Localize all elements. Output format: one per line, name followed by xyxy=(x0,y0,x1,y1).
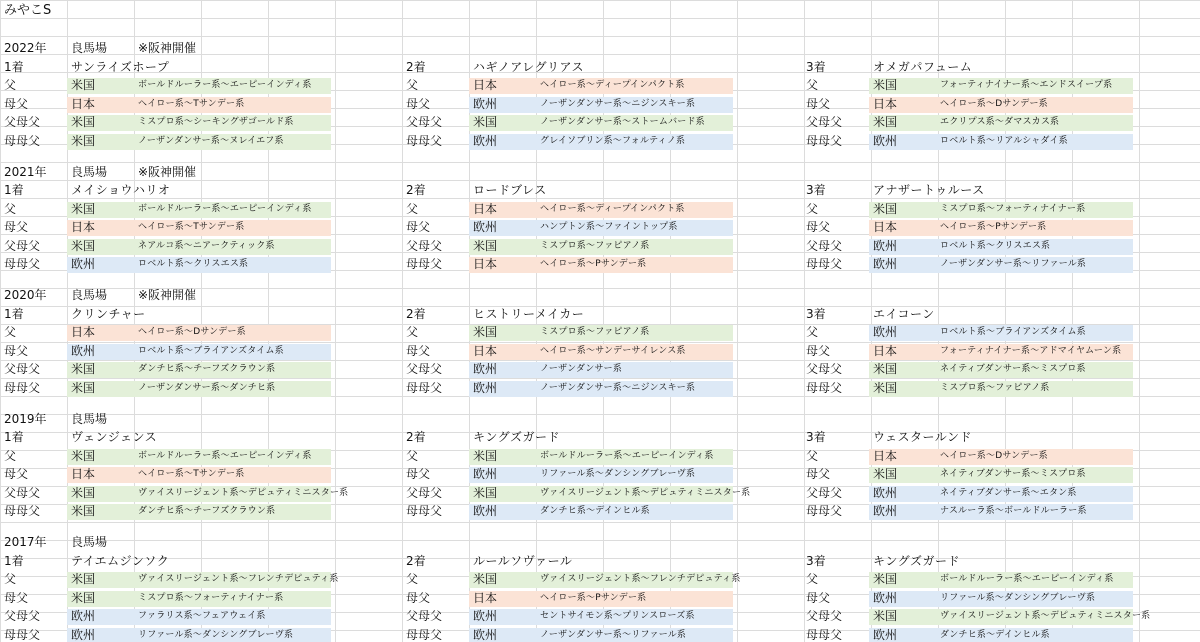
sire-lineage[interactable]: ダンチヒ系〜チーフズクラウン系 xyxy=(138,364,276,374)
horse-name[interactable]: オメガパフューム xyxy=(873,59,973,74)
sire-country[interactable]: 米国 xyxy=(71,133,96,148)
pedigree-relation[interactable]: 父 xyxy=(806,325,819,339)
pedigree-relation[interactable]: 父 xyxy=(4,201,17,216)
sire-lineage[interactable]: ダンチヒ系〜デインヒル系 xyxy=(540,506,650,516)
section-year[interactable]: 2017年 xyxy=(4,535,47,549)
sire-lineage[interactable]: ネイティブダンサー系〜エタン系 xyxy=(940,487,1077,498)
grid-column-line xyxy=(804,0,805,642)
pedigree-relation[interactable]: 母母父 xyxy=(406,133,443,148)
pedigree-relation[interactable]: 母父 xyxy=(406,96,431,111)
sire-country[interactable]: 米国 xyxy=(873,115,898,129)
venue-note[interactable]: ※阪神開催 xyxy=(138,41,197,55)
sire-lineage[interactable]: ヴァイスリージェント系〜デピュティミニスター系 xyxy=(540,487,751,498)
sire-country[interactable]: 米国 xyxy=(873,201,898,216)
sire-lineage[interactable]: ハンプトン系〜ファイントップ系 xyxy=(540,222,678,232)
sire-country[interactable]: 欧州 xyxy=(473,380,498,395)
pedigree-relation[interactable]: 父母父 xyxy=(406,115,443,129)
horse-name[interactable]: サンライズホープ xyxy=(71,59,170,74)
pedigree-relation[interactable]: 母母父 xyxy=(4,257,41,271)
section-year[interactable]: 2020年 xyxy=(4,288,47,302)
pedigree-relation[interactable]: 父 xyxy=(806,201,819,216)
sire-lineage[interactable]: ミスプロ系〜ファピアノ系 xyxy=(540,327,650,337)
horse-name[interactable]: キングズガード xyxy=(473,430,561,444)
pedigree-relation[interactable]: 母父 xyxy=(806,343,831,358)
pedigree-relation[interactable]: 父 xyxy=(4,78,17,92)
horse-name[interactable]: ルールソヴァール xyxy=(473,553,573,568)
pedigree-relation[interactable]: 母父 xyxy=(406,590,431,605)
sire-lineage[interactable]: ヘイロー系〜サンデーサイレンス系 xyxy=(540,345,686,356)
sire-country[interactable]: 欧州 xyxy=(71,257,96,271)
pedigree-relation[interactable]: 父母父 xyxy=(406,238,443,253)
track-condition[interactable]: 良馬場 xyxy=(71,41,108,55)
sire-lineage[interactable]: ミスプロ系〜シーキングザゴールド系 xyxy=(138,117,294,127)
finish-place[interactable]: 2着 xyxy=(406,553,426,568)
pedigree-relation[interactable]: 父 xyxy=(4,325,17,339)
sire-lineage[interactable]: ノーザンダンサー系〜リファール系 xyxy=(940,259,1087,269)
pedigree-relation[interactable]: 母父 xyxy=(4,343,29,358)
sire-country[interactable]: 欧州 xyxy=(473,467,498,481)
pedigree-relation[interactable]: 母母父 xyxy=(806,257,843,271)
sire-lineage[interactable]: ヘイロー系〜ディープインパクト系 xyxy=(540,80,685,90)
pedigree-relation[interactable]: 父母父 xyxy=(806,238,843,253)
horse-name[interactable]: ロードブレス xyxy=(473,183,547,197)
sire-lineage[interactable]: ナスルーラ系〜ボールドルーラー系 xyxy=(940,506,1087,516)
pedigree-relation[interactable]: 母母父 xyxy=(4,133,41,148)
grid-column-line xyxy=(335,0,336,642)
sire-lineage[interactable]: ボールドルーラー系〜エーピーインディ系 xyxy=(138,80,312,90)
sire-country[interactable]: 日本 xyxy=(473,343,498,358)
sire-country[interactable]: 米国 xyxy=(873,380,898,395)
sire-lineage[interactable]: ヘイロー系〜Dサンデー系 xyxy=(940,98,1048,109)
sire-lineage[interactable]: ノーザンダンサー系 xyxy=(540,364,623,374)
pedigree-relation[interactable]: 父 xyxy=(4,448,17,463)
sheet-title[interactable]: みやこS xyxy=(4,3,52,18)
pedigree-relation[interactable]: 母母父 xyxy=(806,627,843,642)
sire-country[interactable]: 日本 xyxy=(71,325,96,339)
sire-lineage[interactable]: ヘイロー系〜Pサンデー系 xyxy=(940,222,1047,232)
sire-lineage[interactable]: リファール系〜ダンシングブレーヴ系 xyxy=(940,592,1096,603)
horse-name[interactable]: アナザートゥルース xyxy=(873,183,985,197)
sire-country[interactable]: 欧州 xyxy=(473,220,498,234)
finish-place[interactable]: 3着 xyxy=(806,430,826,444)
sire-country[interactable]: 日本 xyxy=(873,448,898,463)
pedigree-relation[interactable]: 父母父 xyxy=(4,609,41,623)
sire-country[interactable]: 米国 xyxy=(71,115,96,129)
section-year[interactable]: 2021年 xyxy=(4,164,47,179)
sire-lineage[interactable]: ミスプロ系〜フォーティナイナー系 xyxy=(940,203,1086,214)
finish-place[interactable]: 2着 xyxy=(406,59,426,74)
sire-lineage[interactable]: ノーザンダンサー系〜ヌレイエフ系 xyxy=(138,135,284,146)
sire-country[interactable]: 日本 xyxy=(473,201,498,216)
sire-lineage[interactable]: ネイティブダンサー系〜ミスプロ系 xyxy=(940,469,1086,479)
pedigree-relation[interactable]: 父 xyxy=(806,78,819,92)
sire-lineage[interactable]: ノーザンダンサー系〜リファール系 xyxy=(540,629,687,640)
sire-country[interactable]: 米国 xyxy=(71,504,96,518)
sire-country[interactable]: 日本 xyxy=(473,257,498,271)
finish-place[interactable]: 1着 xyxy=(4,553,24,568)
pedigree-relation[interactable]: 父 xyxy=(406,78,419,92)
sire-lineage[interactable]: フォーティナイナー系〜アドマイヤムーン系 xyxy=(940,345,1122,356)
sire-country[interactable]: 米国 xyxy=(873,467,898,481)
finish-place[interactable]: 2着 xyxy=(406,183,426,197)
sire-country[interactable]: 米国 xyxy=(71,572,96,586)
finish-place[interactable]: 1着 xyxy=(4,59,24,74)
pedigree-relation[interactable]: 父 xyxy=(4,572,17,586)
sire-country[interactable]: 米国 xyxy=(873,572,898,586)
sire-lineage[interactable]: ネアルコ系〜ニアークティック系 xyxy=(138,240,275,251)
grid-column-line xyxy=(737,0,738,642)
sire-lineage[interactable]: ロベルト系〜クリスエス系 xyxy=(138,259,249,269)
sire-country[interactable]: 欧州 xyxy=(473,96,498,111)
horse-name[interactable]: ヒストリーメイカー xyxy=(473,306,585,321)
track-condition[interactable]: 良馬場 xyxy=(71,411,108,426)
horse-name[interactable]: ウェスタールンド xyxy=(873,430,972,444)
sire-country[interactable]: 米国 xyxy=(71,448,96,463)
sire-lineage[interactable]: グレイソブリン系〜フォルティノ系 xyxy=(540,135,686,146)
pedigree-relation[interactable]: 父母父 xyxy=(806,485,843,500)
sire-lineage[interactable]: ロベルト系〜クリスエス系 xyxy=(940,240,1051,251)
sire-country[interactable]: 欧州 xyxy=(873,238,898,253)
pedigree-relation[interactable]: 父 xyxy=(806,572,819,586)
horse-name[interactable]: テイエムジンソク xyxy=(71,553,170,568)
sire-country[interactable]: 欧州 xyxy=(473,609,498,623)
venue-note[interactable]: ※阪神開催 xyxy=(138,288,197,302)
finish-place[interactable]: 3着 xyxy=(806,553,826,568)
sire-country[interactable]: 米国 xyxy=(873,78,898,92)
sire-country[interactable]: 欧州 xyxy=(873,257,898,271)
sire-lineage[interactable]: ボールドルーラー系〜エーピーインディ系 xyxy=(540,450,714,461)
pedigree-relation[interactable]: 母母父 xyxy=(806,380,843,395)
section-year[interactable]: 2019年 xyxy=(4,411,47,426)
venue-note[interactable]: ※阪神開催 xyxy=(138,164,197,179)
sire-country[interactable]: 欧州 xyxy=(873,504,898,518)
sire-lineage[interactable]: ヘイロー系〜Tサンデー系 xyxy=(138,222,245,232)
sire-country[interactable]: 日本 xyxy=(873,343,898,358)
pedigree-relation[interactable]: 母父 xyxy=(806,96,831,111)
pedigree-relation[interactable]: 母母父 xyxy=(4,380,41,395)
pedigree-relation[interactable]: 父母父 xyxy=(4,115,41,129)
sire-lineage[interactable]: ヘイロー系〜Dサンデー系 xyxy=(940,450,1048,461)
pedigree-relation[interactable]: 母母父 xyxy=(406,504,443,518)
sire-country[interactable]: 欧州 xyxy=(71,627,96,642)
pedigree-relation[interactable]: 母母父 xyxy=(4,504,41,518)
sire-lineage[interactable]: ノーザンダンサー系〜ニジンスキー系 xyxy=(540,382,696,393)
sire-lineage[interactable]: ロベルト系〜ブライアンズタイム系 xyxy=(138,345,284,356)
pedigree-relation[interactable]: 父母父 xyxy=(4,238,41,253)
sire-country[interactable]: 欧州 xyxy=(473,504,498,518)
sire-country[interactable]: 日本 xyxy=(873,96,898,111)
pedigree-relation[interactable]: 父母父 xyxy=(806,609,843,623)
horse-name[interactable]: ヴェンジェンス xyxy=(71,430,158,444)
sire-country[interactable]: 欧州 xyxy=(873,590,898,605)
sire-lineage[interactable]: ダンチヒ系〜チーフズクラウン系 xyxy=(138,506,276,516)
sire-country[interactable]: 米国 xyxy=(473,572,498,586)
sire-country[interactable]: 日本 xyxy=(71,467,96,481)
pedigree-relation[interactable]: 母父 xyxy=(806,467,831,481)
pedigree-relation[interactable]: 母母父 xyxy=(406,380,443,395)
sire-country[interactable]: 米国 xyxy=(473,448,498,463)
pedigree-relation[interactable]: 父母父 xyxy=(806,115,843,129)
sire-country[interactable]: 欧州 xyxy=(473,362,498,376)
sire-country[interactable]: 米国 xyxy=(71,238,96,253)
sire-country[interactable]: 米国 xyxy=(71,590,96,605)
track-condition[interactable]: 良馬場 xyxy=(71,164,108,179)
pedigree-relation[interactable]: 父母父 xyxy=(4,362,41,376)
sire-lineage[interactable]: セントサイモン系〜プリンスローズ系 xyxy=(540,611,695,621)
pedigree-relation[interactable]: 父 xyxy=(806,448,819,463)
horse-name[interactable]: クリンチャー xyxy=(71,306,146,321)
finish-place[interactable]: 1着 xyxy=(4,430,24,444)
pedigree-relation[interactable]: 父母父 xyxy=(4,485,41,500)
sire-country[interactable]: 米国 xyxy=(71,78,96,92)
track-condition[interactable]: 良馬場 xyxy=(71,288,108,302)
sire-lineage[interactable]: ミスプロ系〜フォーティナイナー系 xyxy=(138,592,284,603)
pedigree-relation[interactable]: 父 xyxy=(406,448,419,463)
sire-country[interactable]: 米国 xyxy=(71,362,96,376)
sire-country[interactable]: 欧州 xyxy=(873,133,898,148)
sire-lineage[interactable]: ヘイロー系〜Pサンデー系 xyxy=(540,592,647,603)
pedigree-relation[interactable]: 父 xyxy=(406,572,419,586)
sire-country[interactable]: 米国 xyxy=(71,485,96,500)
sire-lineage[interactable]: エクリプス系〜ダマスカス系 xyxy=(940,117,1060,127)
sire-country[interactable]: 欧州 xyxy=(873,485,898,500)
sire-lineage[interactable]: ノーザンダンサー系〜ダンチヒ系 xyxy=(138,382,276,393)
horse-name[interactable]: メイショウハリオ xyxy=(71,183,171,197)
pedigree-relation[interactable]: 母母父 xyxy=(806,504,843,518)
sire-lineage[interactable]: ヴァイスリージェント系〜デピュティミニスター系 xyxy=(940,611,1151,621)
sire-country[interactable]: 日本 xyxy=(473,590,498,605)
sire-lineage[interactable]: ヘイロー系〜Tサンデー系 xyxy=(138,469,245,479)
sire-country[interactable]: 日本 xyxy=(873,220,898,234)
pedigree-relation[interactable]: 母父 xyxy=(4,467,29,481)
finish-place[interactable]: 1着 xyxy=(4,306,24,321)
finish-place[interactable]: 3着 xyxy=(806,59,826,74)
pedigree-relation[interactable]: 母母父 xyxy=(406,627,443,642)
sire-lineage[interactable]: ノーザンダンサー系〜ストームバード系 xyxy=(540,117,705,127)
horse-name[interactable]: ハギノアレグリアス xyxy=(473,59,585,74)
sire-lineage[interactable]: ヘイロー系〜Tサンデー系 xyxy=(138,98,245,109)
pedigree-relation[interactable]: 母父 xyxy=(406,220,431,234)
sire-lineage[interactable]: ノーザンダンサー系〜ニジンスキー系 xyxy=(540,98,696,109)
horse-name[interactable]: キングズガード xyxy=(873,553,961,568)
sire-country[interactable]: 欧州 xyxy=(473,627,498,642)
sire-country[interactable]: 米国 xyxy=(873,362,898,376)
sire-country[interactable]: 欧州 xyxy=(473,133,498,148)
sire-country[interactable]: 米国 xyxy=(473,325,498,339)
sire-lineage[interactable]: ロベルト系〜リアルシャダイ系 xyxy=(940,135,1068,146)
sire-country[interactable]: 欧州 xyxy=(873,627,898,642)
pedigree-relation[interactable]: 父 xyxy=(406,201,419,216)
sire-lineage[interactable]: ミスプロ系〜ファピアノ系 xyxy=(940,382,1050,393)
sire-country[interactable]: 欧州 xyxy=(71,609,96,623)
sire-lineage[interactable]: ヘイロー系〜Dサンデー系 xyxy=(138,327,246,337)
pedigree-relation[interactable]: 父母父 xyxy=(406,362,443,376)
sire-lineage[interactable]: ボールドルーラー系〜エーピーインディ系 xyxy=(138,203,312,214)
sire-country[interactable]: 日本 xyxy=(473,78,498,92)
sire-lineage[interactable]: ボールドルーラー系〜エーピーインディ系 xyxy=(940,574,1114,584)
section-year[interactable]: 2022年 xyxy=(4,41,47,55)
pedigree-relation[interactable]: 母母父 xyxy=(806,133,843,148)
pedigree-relation[interactable]: 母父 xyxy=(406,343,431,358)
sire-lineage[interactable]: ネイティブダンサー系〜ミスプロ系 xyxy=(940,364,1086,374)
finish-place[interactable]: 3着 xyxy=(806,183,826,197)
pedigree-relation[interactable]: 母母父 xyxy=(4,627,41,642)
sire-lineage[interactable]: ヘイロー系〜ディープインパクト系 xyxy=(540,203,685,214)
sire-country[interactable]: 欧州 xyxy=(71,343,96,358)
sire-lineage[interactable]: ロベルト系〜ブライアンズタイム系 xyxy=(940,327,1086,337)
sire-country[interactable]: 欧州 xyxy=(873,325,898,339)
pedigree-relation[interactable]: 母父 xyxy=(4,590,29,605)
pedigree-relation[interactable]: 母父 xyxy=(4,96,29,111)
horse-name[interactable]: エイコーン xyxy=(873,306,935,321)
sire-lineage[interactable]: ファラリス系〜フェアウェイ系 xyxy=(138,611,266,621)
sire-lineage[interactable]: リファール系〜ダンシングブレーヴ系 xyxy=(138,629,294,640)
pedigree-relation[interactable]: 母父 xyxy=(4,220,29,234)
pedigree-relation[interactable]: 母父 xyxy=(806,590,831,605)
sire-lineage[interactable]: ヘイロー系〜Pサンデー系 xyxy=(540,259,647,269)
sire-lineage[interactable]: ヴァイスリージェント系〜デピュティミニスター系 xyxy=(138,487,349,498)
sire-country[interactable]: 米国 xyxy=(71,201,96,216)
sire-country[interactable]: 日本 xyxy=(71,96,96,111)
sire-lineage[interactable]: ヴァイスリージェント系〜フレンチデピュティ系 xyxy=(540,574,741,584)
pedigree-relation[interactable]: 母父 xyxy=(406,467,431,481)
sire-country[interactable]: 日本 xyxy=(71,220,96,234)
sire-country[interactable]: 米国 xyxy=(473,238,498,253)
sire-lineage[interactable]: ヴァイスリージェント系〜フレンチデピュティ系 xyxy=(138,574,339,584)
track-condition[interactable]: 良馬場 xyxy=(71,535,108,549)
finish-place[interactable]: 2着 xyxy=(406,430,426,444)
pedigree-relation[interactable]: 父母父 xyxy=(406,609,443,623)
sire-lineage[interactable]: フォーティナイナー系〜エンドスイープ系 xyxy=(940,80,1113,90)
pedigree-relation[interactable]: 母父 xyxy=(806,220,831,234)
grid-column-line xyxy=(402,0,403,642)
finish-place[interactable]: 2着 xyxy=(406,306,426,321)
sire-lineage[interactable]: ミスプロ系〜ファピアノ系 xyxy=(540,240,650,251)
sire-lineage[interactable]: ダンチヒ系〜デインヒル系 xyxy=(940,629,1050,640)
sire-country[interactable]: 米国 xyxy=(473,115,498,129)
sire-lineage[interactable]: リファール系〜ダンシングブレーヴ系 xyxy=(540,469,696,479)
sire-country[interactable]: 米国 xyxy=(71,380,96,395)
grid-column-line xyxy=(1139,0,1140,642)
sire-lineage[interactable]: ボールドルーラー系〜エーピーインディ系 xyxy=(138,450,312,461)
sire-country[interactable]: 米国 xyxy=(473,485,498,500)
pedigree-relation[interactable]: 父 xyxy=(406,325,419,339)
finish-place[interactable]: 3着 xyxy=(806,306,826,321)
pedigree-relation[interactable]: 父母父 xyxy=(406,485,443,500)
pedigree-relation[interactable]: 父母父 xyxy=(806,362,843,376)
finish-place[interactable]: 1着 xyxy=(4,183,24,197)
sire-country[interactable]: 米国 xyxy=(873,609,898,623)
pedigree-relation[interactable]: 母母父 xyxy=(406,257,443,271)
